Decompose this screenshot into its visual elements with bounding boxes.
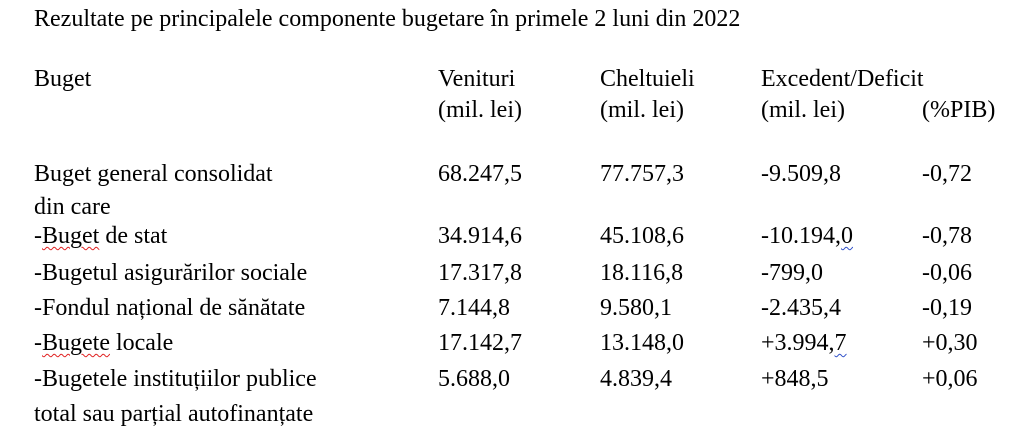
row-name-prefix: - (34, 330, 42, 356)
header-buget: Buget (34, 66, 92, 92)
cell-cheltuieli: 77.757,3 (600, 161, 684, 187)
cell-pib: -0,72 (922, 161, 972, 187)
row-name-line2: total sau parțial autofinanțate (34, 401, 314, 427)
cell-excedent (761, 331, 847, 355)
row-name-prefix: - (34, 223, 42, 249)
cell-excedent: -799,0 (761, 260, 823, 286)
cell-venituri: 7.144,8 (438, 295, 510, 321)
cell-venituri: 17.142,7 (438, 330, 522, 356)
cell-cheltuieli: 9.580,1 (600, 295, 672, 321)
row-name: -Bugetele instituțiilor publice (34, 366, 317, 392)
document-title: Rezultate pe principalele componente bugetare în primele 2 luni din 2022 (34, 6, 741, 32)
cell-cheltuieli: 18.116,8 (600, 260, 684, 286)
header-pib-unit: (%PIB) (922, 97, 996, 123)
cell-venituri: 34.914,6 (438, 223, 522, 249)
row-name-rest: de stat (99, 223, 168, 249)
row-name-spellcheck-word: Bugete (42, 330, 110, 356)
header-cheltuieli: Cheltuieli (600, 66, 695, 92)
header-excedent: Excedent/Deficit (761, 66, 924, 92)
header-excedent-unit: (mil. lei) (761, 97, 845, 123)
cell-cheltuieli: 4.839,4 (600, 366, 672, 392)
cell-pib: -0,06 (922, 260, 972, 286)
row-name: -Fondul național de sănătate (34, 295, 306, 321)
cell-excedent (761, 224, 853, 248)
header-cheltuieli-unit: (mil. lei) (600, 97, 684, 123)
cell-excedent: +848,5 (761, 366, 829, 392)
cell-venituri: 68.247,5 (438, 161, 522, 187)
row-name-line2: din care (34, 194, 111, 220)
header-venituri: Venituri (438, 66, 516, 92)
row-name-spellcheck-word: Buget (42, 223, 100, 249)
cell-excedent: -2.435,4 (761, 295, 841, 321)
cell-excedent-main: -10.194, (761, 223, 841, 249)
cell-pib: +0,30 (922, 330, 978, 356)
row-name (34, 331, 173, 355)
row-name: Buget general consolidat (34, 161, 273, 187)
row-name: -Bugetul asigurărilor sociale (34, 260, 308, 286)
row-name-rest: locale (109, 330, 174, 356)
cell-pib: -0,19 (922, 295, 972, 321)
cell-cheltuieli: 13.148,0 (600, 330, 684, 356)
cell-excedent: -9.509,8 (761, 161, 841, 187)
cell-cheltuieli: 45.108,6 (600, 223, 684, 249)
cell-excedent-grammar-mark: 7 (834, 330, 847, 356)
row-name (34, 224, 167, 248)
cell-excedent-main: +3.994, (761, 330, 835, 356)
header-venituri-unit: (mil. lei) (438, 97, 522, 123)
cell-venituri: 17.317,8 (438, 260, 522, 286)
cell-pib: +0,06 (922, 366, 978, 392)
cell-venituri: 5.688,0 (438, 366, 510, 392)
cell-pib: -0,78 (922, 223, 972, 249)
cell-excedent-grammar-mark: 0 (841, 223, 853, 249)
